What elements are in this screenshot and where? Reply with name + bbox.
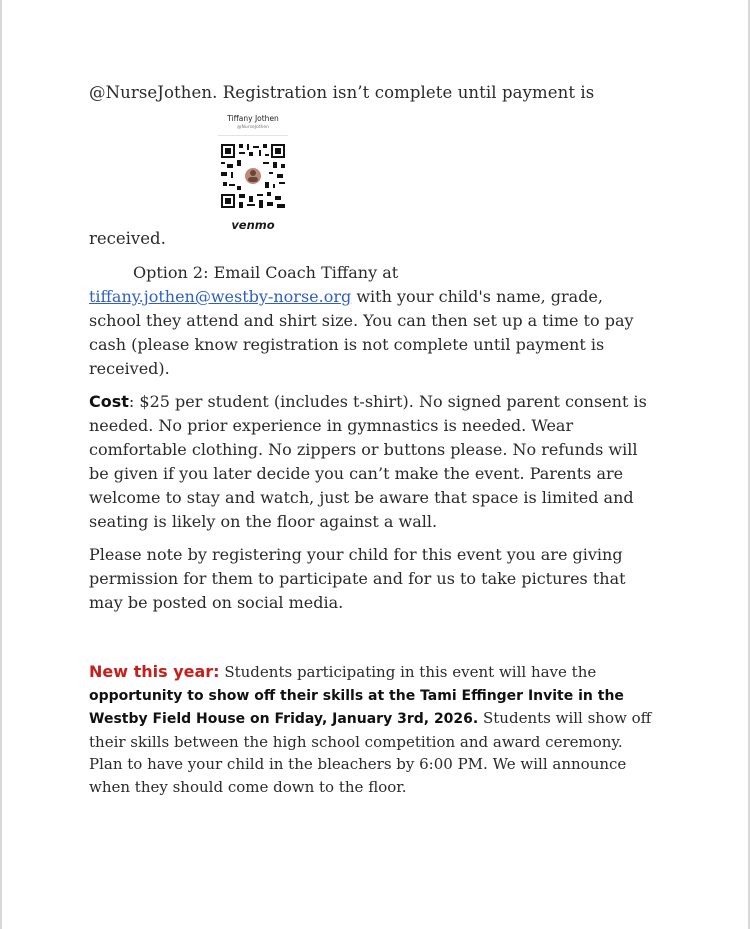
event-highlight: opportunity to show off their skills at the Tami Effinger Invite in the Westby Field House on Friday, January 3rd, 2026. [89,687,624,727]
new-this-year-label: New this year: [89,662,220,681]
received-text: received. [89,229,166,248]
venmo-name: Tiffany Jothen [227,114,279,123]
new-this-year-paragraph [89,661,659,798]
cost-text: : $25 per student (includes t-shirt). No signed parent consent is needed. No prior experience in gymnastics is needed. Wear comfortable clothing. No zippers or buttons please. No refunds will be given if you later decide you can’t make the event. Parents are welcome to stay and watch, just be aware that space is limited and seating is likely on the floor against a wall. [89,392,647,531]
note-paragraph: Please note by registering your child for this event you are giving permission for them to participate and for us to take pictures that may be posted on social media. [89,545,626,612]
option2-intro: Option 2: Email Coach Tiffany at [133,263,399,282]
cost-paragraph [89,390,659,534]
venmo-handle: @NurseJothen [237,125,269,130]
payment-line: @NurseJothen. Registration isn’t complete until payment is [89,83,595,102]
option2-rest: with your child's name, grade, school they attend and shirt size. You can then set up a time to pay cash (please know registration is not complete until payment is received). [89,287,634,378]
new-intro: Students participating in this event will have the [219,663,597,681]
venmo-qr-card [203,114,303,232]
email-link[interactable]: tiffany.jothen@westby-norse.org [89,287,352,306]
venmo-logo: venmo [231,218,275,232]
qr-code-icon [219,142,287,210]
option2-paragraph [89,261,659,381]
new-rest: Students will show off their skills between the high school competition and award ceremony. Plan to have your child in the bleachers by 6:00 PM. We will announce when they should come down to the floor. [89,709,652,796]
cost-label: Cost [89,392,129,411]
divider [218,135,288,136]
page-edge-left [0,0,2,929]
